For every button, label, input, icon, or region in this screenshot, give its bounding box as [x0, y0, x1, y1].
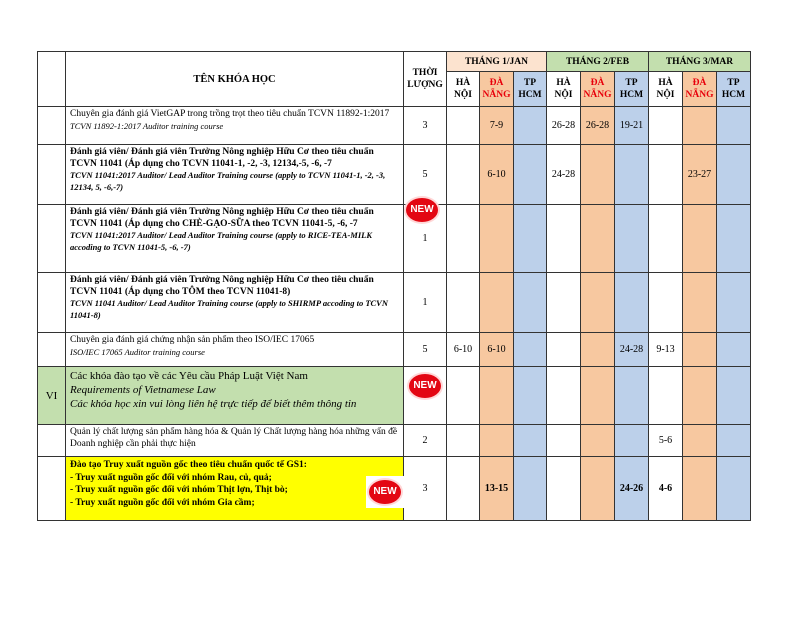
- row-number-cell: [38, 205, 66, 273]
- course-row: [38, 145, 751, 205]
- schedule-cell: [615, 367, 649, 425]
- schedule-cell: [615, 425, 649, 457]
- course-name-cell: [66, 333, 404, 367]
- course-row: [38, 205, 751, 273]
- course-name-cell: [66, 205, 404, 273]
- duration-cell: 1: [404, 273, 447, 333]
- course-name-en: TCVN 11041:2017 Auditor/ Lead Auditor Training course (apply to RICE-TEA-MILK accoding to TCVN 11041-5, -6, -7): [70, 230, 373, 252]
- schedule-cell: 6-10: [447, 333, 480, 367]
- schedule-cell: [514, 457, 547, 521]
- schedule-cell: [514, 333, 547, 367]
- section-number: VI: [38, 367, 66, 425]
- row-number-cell: [38, 145, 66, 205]
- city-hcm-mar: TP HCM: [717, 72, 751, 107]
- schedule-cell: 4-6: [649, 457, 683, 521]
- schedule-cell: [547, 367, 581, 425]
- schedule-cell: [514, 205, 547, 273]
- course-name-vi: Chuyên gia đánh giá VietGAP trong trồng trọt theo tiêu chuẩn TCVN 11892-1:2017: [70, 109, 390, 119]
- row-number-cell: [38, 107, 66, 145]
- course-name-cell: [66, 457, 404, 521]
- schedule-cell: [581, 333, 615, 367]
- schedule-cell: [547, 205, 581, 273]
- schedule-cell: [581, 205, 615, 273]
- schedule-cell: [514, 367, 547, 425]
- course-name-en: TCVN 11892-1:2017 Auditor training course: [70, 120, 224, 131]
- training-schedule-table: [37, 51, 751, 521]
- schedule-cell: [447, 425, 480, 457]
- section-title-cell: [66, 367, 404, 425]
- schedule-cell: 24-26: [615, 457, 649, 521]
- schedule-cell: [547, 425, 581, 457]
- schedule-cell: 7-9: [480, 107, 514, 145]
- schedule-cell: [683, 205, 717, 273]
- course-name-cell: [66, 107, 404, 145]
- duration-cell: 5: [404, 145, 447, 205]
- course-row: [38, 107, 751, 145]
- schedule-cell: [447, 457, 480, 521]
- schedule-cell: 19-21: [615, 107, 649, 145]
- schedule-cell: [717, 145, 751, 205]
- section-note: Các khóa học xin vui lòng liên hệ trực tiếp để biết thêm thông tin: [70, 398, 357, 410]
- new-badge: NEW: [409, 374, 441, 398]
- course-name-vi: Đánh giá viên/ Đánh giá viên Trưởng Nông nghiệp Hữu Cơ theo tiêu chuẩn TCVN 11041 (Áp dụng cho CHÈ-GẠO-SỮA theo TCVN 11041-5, -6, -7: [70, 207, 374, 229]
- schedule-cell: [683, 367, 717, 425]
- city-hanoi-jan: HÀ NỘI: [447, 72, 480, 107]
- course-row: [38, 273, 751, 333]
- schedule-cell: [649, 107, 683, 145]
- row-number-cell: [38, 273, 66, 333]
- course-name-en: TCVN 11041 Auditor/ Lead Auditor Training course (apply to SHIRMP accoding to TCVN 11041-8): [70, 298, 388, 320]
- course-row: [38, 425, 751, 457]
- schedule-cell: [649, 145, 683, 205]
- gs1-item: - Truy xuất nguồn gốc đối với nhóm Gia cầm;: [70, 497, 255, 508]
- course-name-cell: [66, 145, 404, 205]
- schedule-cell: [717, 425, 751, 457]
- course-name-cell: [66, 273, 404, 333]
- schedule-cell: [514, 145, 547, 205]
- schedule-cell: 13-15: [480, 457, 514, 521]
- schedule-cell: [717, 205, 751, 273]
- schedule-cell: [683, 457, 717, 521]
- duration-cell: 5: [404, 333, 447, 367]
- schedule-cell: [649, 205, 683, 273]
- schedule-cell: [581, 367, 615, 425]
- schedule-cell: [547, 333, 581, 367]
- schedule-cell: [717, 107, 751, 145]
- schedule-cell: [717, 273, 751, 333]
- schedule-cell: 24-28: [547, 145, 581, 205]
- schedule-cell: [581, 145, 615, 205]
- month-header-mar: THÁNG 3/MAR: [649, 52, 751, 72]
- schedule-cell: 6-10: [480, 333, 514, 367]
- schedule-cell: [447, 205, 480, 273]
- schedule-cell: [547, 273, 581, 333]
- city-danang-feb: ĐÀ NẴNG: [581, 72, 615, 107]
- schedule-cell: [447, 145, 480, 205]
- schedule-cell: [480, 425, 514, 457]
- course-name-en: TCVN 11041:2017 Auditor/ Lead Auditor Training course (apply to TCVN 11041-1, -2, -3, 12134, 5, -6,-7): [70, 170, 386, 192]
- city-hanoi-mar: HÀ NỘI: [649, 72, 683, 107]
- course-name-vi: Đánh giá viên/ Đánh giá viên Trưởng Nông nghiệp Hữu Cơ theo tiêu chuẩn TCVN 11041 (Áp dụng cho TCVN 11041-1, -2, -3, 12134,-5, -6, -7: [70, 147, 374, 169]
- schedule-cell: [514, 425, 547, 457]
- row-number-cell: [38, 333, 66, 367]
- schedule-cell: 6-10: [480, 145, 514, 205]
- schedule-cell: [447, 273, 480, 333]
- schedule-cell: [615, 205, 649, 273]
- section-title-vi: Các khóa đào tạo về các Yêu cầu Pháp Luật Việt Nam: [70, 370, 308, 382]
- schedule-cell: [514, 107, 547, 145]
- duration-cell: 3: [404, 107, 447, 145]
- schedule-cell: 9-13: [649, 333, 683, 367]
- city-hanoi-feb: HÀ NỘI: [547, 72, 581, 107]
- duration-cell: 1: [404, 205, 447, 273]
- gs1-title: Đào tạo Truy xuất nguồn gốc theo tiêu chuẩn quốc tế GS1:: [70, 460, 307, 470]
- new-badge: NEW: [406, 198, 438, 222]
- schedule-cell: [683, 425, 717, 457]
- schedule-cell: [717, 457, 751, 521]
- course-name-cell: Quản lý chất lượng sản phẩm hàng hóa & Quản lý Chất lượng hàng hóa những vấn đề Doanh nghiệp cần phải thực hiện: [66, 425, 404, 457]
- number-header: [38, 52, 66, 107]
- gs1-item: - Truy xuất nguồn gốc đối với nhóm Thịt lợn, Thịt bò;: [70, 485, 288, 495]
- schedule-cell: [717, 333, 751, 367]
- schedule-cell: [480, 205, 514, 273]
- schedule-cell: 26-28: [581, 107, 615, 145]
- schedule-cell: [649, 367, 683, 425]
- schedule-cell: [683, 107, 717, 145]
- city-danang-mar: ĐÀ NẴNG: [683, 72, 717, 107]
- schedule-cell: [649, 273, 683, 333]
- schedule-cell: [581, 457, 615, 521]
- schedule-cell: [547, 457, 581, 521]
- row-number-cell: [38, 457, 66, 521]
- schedule-cell: [514, 273, 547, 333]
- schedule-cell: [581, 425, 615, 457]
- duration-cell: 3: [404, 457, 447, 521]
- schedule-cell: 5-6: [649, 425, 683, 457]
- course-row: [38, 333, 751, 367]
- schedule-cell: [683, 333, 717, 367]
- city-hcm-feb: TP HCM: [615, 72, 649, 107]
- gs1-item: - Truy xuất nguồn gốc đối với nhóm Rau, củ, quả;: [70, 472, 272, 483]
- course-name-vi: Chuyên gia đánh giá chứng nhận sản phẩm theo ISO/IEC 17065: [70, 335, 315, 345]
- duration-header: THỜI LƯỢNG: [404, 52, 447, 107]
- duration-cell: 2: [404, 425, 447, 457]
- schedule-cell: [447, 107, 480, 145]
- schedule-cell: 26-28: [547, 107, 581, 145]
- schedule-cell: [615, 145, 649, 205]
- course-name-vi: Đánh giá viên/ Đánh giá viên Trưởng Nông nghiệp Hữu Cơ theo tiêu chuẩn TCVN 11041 (Áp dụng cho TÔM theo TCVN 11041-8): [70, 275, 374, 297]
- schedule-cell: 23-27: [683, 145, 717, 205]
- row-number-cell: [38, 425, 66, 457]
- section-title-en: Requirements of Vietnamese Law: [70, 384, 216, 396]
- section-row: [38, 367, 751, 425]
- month-header-jan: THÁNG 1/JAN: [447, 52, 547, 72]
- schedule-cell: [447, 367, 480, 425]
- schedule-cell: [683, 273, 717, 333]
- new-badge: NEW: [369, 480, 401, 504]
- schedule-cell: [480, 273, 514, 333]
- course-title-header: TÊN KHÓA HỌC: [66, 52, 404, 107]
- schedule-cell: [581, 273, 615, 333]
- schedule-cell: [717, 367, 751, 425]
- city-hcm-jan: TP HCM: [514, 72, 547, 107]
- schedule-cell: 24-28: [615, 333, 649, 367]
- schedule-cell: [615, 273, 649, 333]
- city-danang-jan: ĐÀ NẴNG: [480, 72, 514, 107]
- month-header-feb: THÁNG 2/FEB: [547, 52, 649, 72]
- course-name-en: ISO/IEC 17065 Auditor training course: [70, 346, 205, 357]
- schedule-cell: [480, 367, 514, 425]
